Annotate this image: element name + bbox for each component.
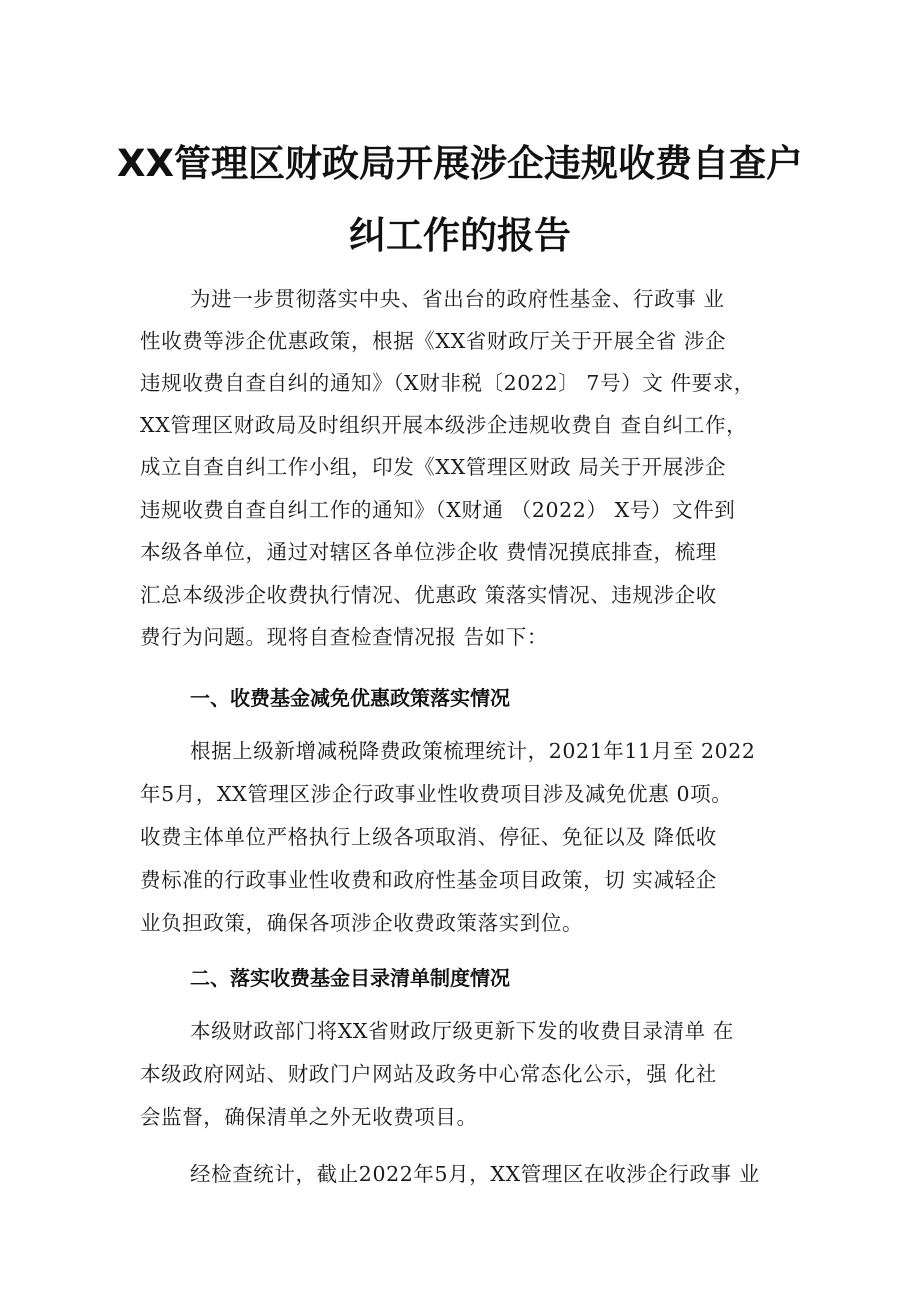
section-1-line-3: 收费主体单位严格执行上级各项取消、停征、免征以及 降低收 [140, 825, 717, 849]
section-2-line-1: 本级财政部门将XX省财政厅级更新下发的收费目录清单 在 [190, 1019, 734, 1043]
intro-line-5: 成立自查自纠工作小组，印发《XX管理区财政 局关于开展涉企 [140, 455, 727, 479]
intro-line-4: XX管理区财政局及时组织开展本级涉企违规收费自 查自纠工作， [140, 413, 748, 437]
document-title-line-2: 纠工作的报告 [349, 214, 571, 257]
intro-line-7: 本级各单位，通过对辖区各单位涉企收 费情况摸底排查，梳理 [140, 540, 717, 564]
section-1-line-1: 根据上级新增减税降费政策梳理统计，2021年11月至 2022 [190, 739, 756, 763]
section-1-heading: 一、收费基金减免优惠政策落实情况 [190, 686, 510, 710]
title-prefix: XX [116, 142, 175, 185]
title-rest: 管理区财政局开展涉企违规收费自查户 [174, 142, 804, 185]
section-1-line-4: 费标准的行政事业性收费和政府性基金项目政策，切 实减轻企 [140, 868, 717, 892]
section-2-line-2: 本级政府网站、财政门户网站及政务中心常态化公示，强 化社 [140, 1062, 717, 1086]
section-2-heading: 二、落实收费基金目录清单制度情况 [190, 966, 510, 990]
section-1-line-2: 年5月，XX管理区涉企行政事业性收费项目涉及减免优惠 0项。 [140, 782, 733, 806]
intro-line-1: 为进一步贯彻落实中央、省出台的政府性基金、行政事 业 [190, 287, 725, 311]
document-title-line-1 [0, 133, 920, 187]
section-2-line-3: 会监督，确保清单之外无收费项目。 [140, 1105, 478, 1129]
intro-line-2: 性收费等涉企优惠政策，根据《XX省财政厅关于开展全省 涉企 [140, 329, 727, 353]
intro-line-6: 违规收费自查自纠工作的通知》（X财通 （2022） X号）文件到 [140, 498, 736, 522]
intro-line-9: 费行为问题。现将自查检查情况报 告如下： [140, 625, 549, 649]
intro-line-8: 汇总本级涉企收费执行情况、优惠政 策落实情况、违规涉企收 [140, 583, 717, 607]
section-2-para-2-line-1: 经检查统计，截止2022年5月，XX管理区在收涉企行政事 业 [190, 1162, 760, 1186]
intro-line-3: 违规收费自查自纠的通知》（X财非税〔2022〕 7号）文 件要求， [140, 371, 755, 395]
section-1-line-5: 业负担政策，确保各项涉企收费政策落实到位。 [140, 911, 584, 935]
